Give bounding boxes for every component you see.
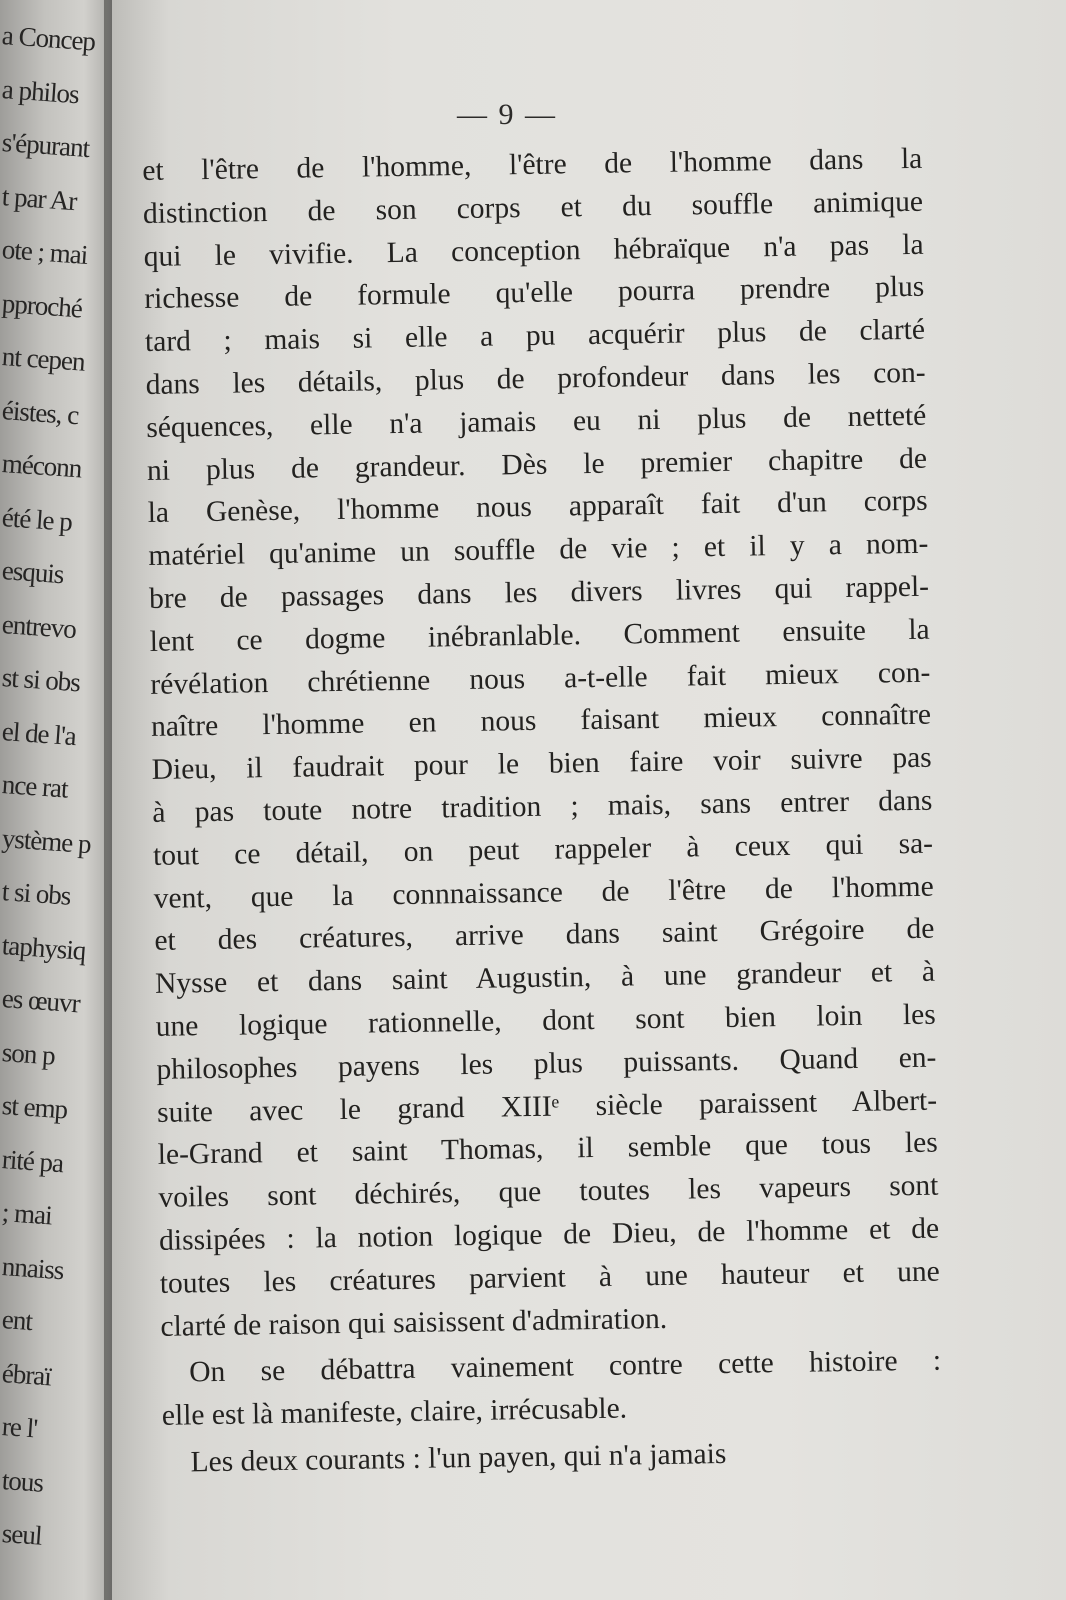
left-page-fragment: st emp	[0, 1090, 69, 1125]
left-page-fragment: éistes, c	[0, 394, 80, 430]
text-line: ni plus de grandeur. Dès le premier chapitre de	[146, 442, 928, 487]
text-line: dissipées : la notion logique de Dieu, de l'homme et de	[158, 1212, 940, 1257]
text-line: le-Grand et saint Thomas, il semble que tous les	[157, 1126, 938, 1172]
text-line: richesse de formule qu'elle pourra prendre plus	[144, 271, 925, 316]
text-line: matériel qu'anime un souffle de vie ; et il y a nom-	[148, 527, 929, 573]
left-page-fragment: nce rat	[0, 769, 69, 804]
text-line: voiles sont déchirés, que toutes les vapeurs sont	[158, 1169, 939, 1214]
text-line: tard ; mais si elle a pu acquérir plus de clarté	[144, 313, 926, 359]
left-page-fragment: re l'	[0, 1411, 39, 1444]
left-page-fragment: son p	[0, 1036, 56, 1071]
text-line: bre de passages dans les divers livres qui rappel-	[148, 570, 930, 615]
left-page-fragment: été le p	[0, 501, 73, 537]
left-page-fragment: seul	[0, 1518, 43, 1551]
left-page-fragment: rité pa	[0, 1143, 65, 1178]
text-line: la Genèse, l'homme nous apparaît fait d'un corps	[147, 485, 928, 530]
text-line: elle est là manifeste, claire, irrécusable.	[161, 1392, 628, 1432]
left-page-fragment: esquis	[0, 555, 65, 590]
text-line: et des créatures, arrive dans saint Grégoire de	[154, 912, 935, 958]
text-line: qui le vivifie. La conception hébraïque n'a pas la	[143, 228, 924, 273]
left-page-text	[0, 0, 112, 1600]
left-page-fragment: a Concep	[0, 20, 97, 57]
right-page	[112, 0, 1066, 1600]
text-line: tout ce détail, on peut rappeler à ceux qui sa-	[152, 827, 934, 872]
left-page-fragment: ent	[0, 1304, 34, 1337]
text-line: Dieu, il faudrait pour le bien faire voir suivre pas	[151, 741, 932, 787]
left-page-fragment: st si obs	[0, 662, 81, 698]
text-line: révélation chrétienne nous a-t-elle fait mieux con-	[150, 656, 931, 701]
left-page	[0, 0, 112, 1600]
text-line: et l'être de l'homme, l'être de l'homme dans la	[142, 142, 923, 187]
left-page-fragment: tous	[0, 1464, 44, 1498]
text-line: Les deux courants : l'un payen, qui n'a jamais	[190, 1437, 727, 1479]
text-line: toutes les créatures parvient à une hauteur et une	[159, 1255, 940, 1300]
left-page-fragment: es œuvr	[0, 983, 81, 1019]
text-line: Nysse et dans saint Augustin, à une grandeur et à	[154, 955, 936, 1001]
left-page-fragment: ystème p	[0, 822, 92, 859]
left-page-fragment: ote ; mai	[0, 234, 89, 270]
left-page-fragment: ébraï	[0, 1357, 52, 1391]
text-line: à pas toute notre tradition ; mais, sans entrer dans	[152, 784, 933, 829]
left-page-fragment: nnaiss	[0, 1250, 65, 1285]
text-line: vent, que la connnaissance de l'être de l'homme	[153, 870, 934, 915]
page-number: — 9 —	[457, 98, 557, 131]
text-line: naître l'homme en nous faisant mieux connaître	[150, 699, 932, 744]
text-line: distinction de son corps et du souffle animique	[142, 185, 924, 230]
left-page-fragment: pproché	[0, 287, 83, 324]
left-page-fragment: nt cepen	[0, 341, 86, 377]
text-line: une logique rationnelle, dont sont bien loin les	[155, 998, 936, 1043]
left-page-fragment: ; mai	[0, 1197, 53, 1231]
page-body-text	[142, 138, 943, 1485]
text-line: séquences, elle n'a jamais eu ni plus de netteté	[146, 399, 927, 444]
text-line: suite avec le grand XIIIᵉ siècle paraissent Albert-	[156, 1084, 938, 1129]
left-page-fragment: el de l'a	[0, 715, 77, 751]
left-page-fragment: t par Ar	[0, 180, 78, 216]
text-line: dans les détails, plus de profondeur dans les con-	[145, 356, 926, 401]
left-page-fragment: méconn	[0, 448, 83, 484]
text-line: clarté de raison qui saisissent d'admiration.	[160, 1302, 668, 1343]
text-line: lent ce dogme inébranlable. Comment ensuite la	[149, 613, 930, 658]
left-page-fragment: a philos	[0, 73, 80, 109]
text-line: On se débattra vainement contre cette histoire :	[188, 1344, 942, 1389]
left-page-fragment: s'épurant	[0, 127, 91, 164]
left-page-fragment: t si obs	[0, 876, 72, 911]
left-page-fragment: entrevo	[0, 608, 77, 644]
left-page-fragment: taphysiq	[0, 929, 87, 966]
text-line: philosophes payens les plus puissants. Quand en-	[156, 1041, 937, 1086]
